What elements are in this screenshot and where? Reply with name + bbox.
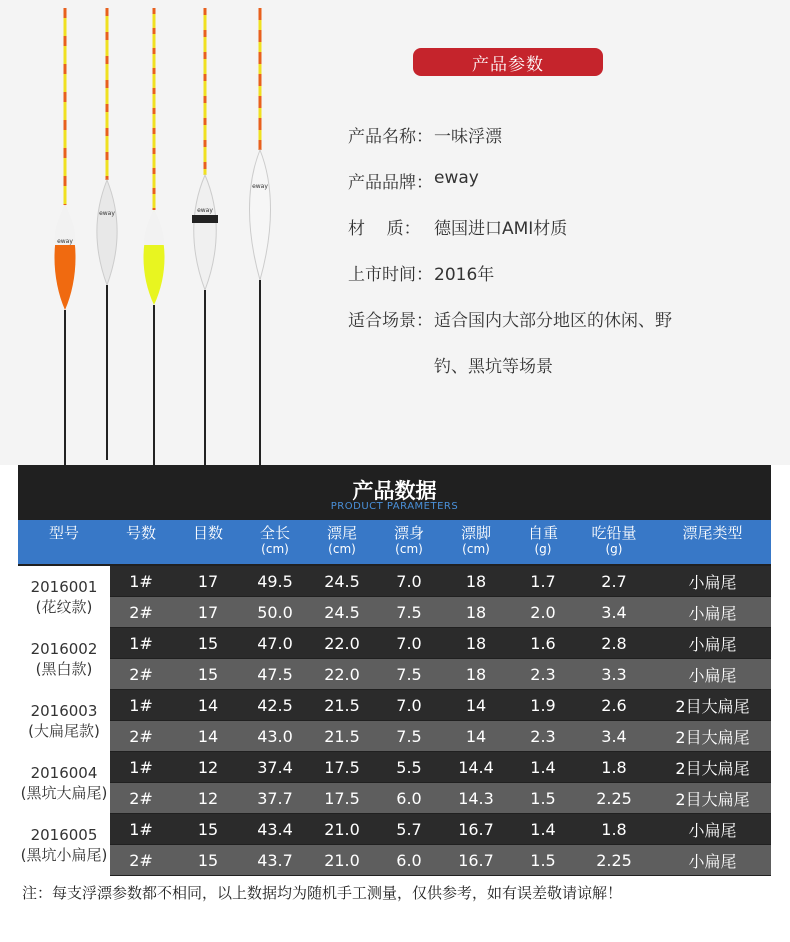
table-cell: 15	[197, 633, 219, 653]
table-cell: 21.5	[324, 726, 360, 746]
param-value: 一味浮漂	[434, 127, 502, 147]
table-cell: 2.25	[596, 850, 632, 870]
param-row-scene	[348, 306, 748, 352]
table-row	[110, 690, 771, 720]
table-cell: 49.5	[257, 571, 293, 591]
svg-text:eway: eway	[197, 207, 213, 214]
table-cell: 15	[197, 664, 219, 684]
table-cell: 2目大扁尾	[675, 758, 750, 778]
table-cell: 1.8	[601, 819, 627, 839]
table-cell: 17.5	[324, 788, 360, 808]
table-cell: 1.4	[530, 819, 556, 839]
table-cell: 14.4	[458, 757, 494, 777]
table-cell: 2.3	[530, 726, 556, 746]
model-variant: (花纹款)	[35, 598, 93, 616]
table-cell: 14.3	[458, 788, 494, 808]
column-header	[512, 520, 574, 564]
float-white	[97, 8, 117, 460]
table-cell: 47.0	[257, 633, 293, 653]
table-row	[110, 814, 771, 844]
table-cell: 18	[465, 664, 487, 684]
float-black-white	[192, 8, 218, 465]
column-header-label: 型号	[48, 524, 79, 542]
param-row-name	[348, 122, 748, 168]
table-cell: 43.0	[257, 726, 293, 746]
svg-text:eway: eway	[252, 183, 268, 190]
table-cell: 37.4	[257, 757, 293, 777]
table-cell: 小扁尾	[688, 603, 737, 623]
product-data-table	[18, 465, 771, 876]
table-cell: 小扁尾	[688, 820, 737, 840]
table-cell: 7.5	[396, 602, 422, 622]
column-header-label: 漂身	[393, 524, 424, 542]
table-cell: 16.7	[458, 850, 494, 870]
column-header-label: 全长	[259, 524, 290, 542]
table-cell: 2目大扁尾	[675, 789, 750, 809]
table-cell: 1.5	[530, 850, 556, 870]
table-cell: 15	[197, 850, 219, 870]
table-cell: 7.5	[396, 664, 422, 684]
column-header	[18, 520, 110, 564]
float-orange	[54, 8, 75, 465]
table-cell: 43.7	[257, 850, 293, 870]
table-row	[110, 783, 771, 813]
float-slim-white	[250, 8, 271, 465]
table-cell: 21.0	[324, 819, 360, 839]
table-cell: 14	[465, 695, 487, 715]
table-cell: 1#	[129, 819, 153, 839]
table-cell: 3.4	[601, 602, 627, 622]
table-cell: 2#	[129, 788, 153, 808]
model-cell	[18, 690, 110, 752]
table-cell: 3.4	[601, 726, 627, 746]
param-value: 2016年	[434, 265, 495, 285]
table-cell: 7.0	[396, 695, 422, 715]
table-cell: 21.0	[324, 850, 360, 870]
product-params	[348, 122, 748, 398]
table-cell: 12	[197, 757, 219, 777]
table-row	[110, 566, 771, 596]
model-variant: (黑坑大扁尾)	[20, 784, 108, 802]
column-header-unit: (cm)	[328, 542, 356, 556]
column-header	[244, 520, 306, 564]
table-cell: 6.0	[396, 788, 422, 808]
table-cell: 2目大扁尾	[675, 696, 750, 716]
param-value: eway	[434, 168, 479, 188]
table-cell: 50.0	[257, 602, 293, 622]
table-cell: 43.4	[257, 819, 293, 839]
column-header	[306, 520, 378, 564]
param-label: 材 质：	[348, 219, 421, 239]
model-cell	[18, 566, 110, 628]
param-row-release	[348, 260, 748, 306]
table-cell: 2#	[129, 664, 153, 684]
table-cell: 16.7	[458, 819, 494, 839]
column-header-unit: (cm)	[462, 542, 490, 556]
table-cell: 14	[197, 726, 219, 746]
disclaimer-note: 注：每支浮漂参数都不相同，以上数据均为随机手工测量，仅供参考，如有误差敬请谅解！	[22, 884, 623, 902]
param-value: 适合国内大部分地区的休闲、野	[434, 311, 672, 331]
table-cell: 小扁尾	[688, 665, 737, 685]
table-row	[110, 752, 771, 782]
table-cell: 14	[465, 726, 487, 746]
table-cell: 5.7	[396, 819, 422, 839]
model-variant: (黑白款)	[35, 660, 93, 678]
table-cell: 5.5	[396, 757, 422, 777]
column-header-unit: (g)	[534, 542, 552, 556]
table-cell: 18	[465, 633, 487, 653]
table-title: 产品数据	[352, 479, 437, 503]
column-header	[574, 520, 654, 564]
table-cell: 小扁尾	[688, 572, 737, 592]
table-cell: 21.5	[324, 695, 360, 715]
table-cell: 24.5	[324, 571, 360, 591]
table-subtitle: PRODUCT PARAMETERS	[330, 501, 459, 512]
column-header	[110, 520, 172, 564]
table-cell: 7.0	[396, 633, 422, 653]
product-hero	[0, 0, 790, 465]
param-value-continued: 钓、黑坑等场景	[434, 357, 553, 377]
table-cell: 2#	[129, 726, 153, 746]
table-cell: 小扁尾	[688, 634, 737, 654]
table-cell: 2目大扁尾	[675, 727, 750, 747]
table-cell: 1.7	[530, 571, 556, 591]
column-header-label: 号数	[125, 524, 156, 542]
table-cell: 7.5	[396, 726, 422, 746]
table-cell: 2.8	[601, 633, 627, 653]
column-header-unit: (g)	[605, 542, 623, 556]
table-cell: 1.4	[530, 757, 556, 777]
table-cell: 6.0	[396, 850, 422, 870]
model-variant: (大扁尾款)	[28, 722, 100, 740]
table-cell: 1.9	[530, 695, 556, 715]
svg-text:eway: eway	[99, 210, 115, 217]
param-value: 德国进口AMI材质	[434, 219, 568, 239]
table-cell: 2#	[129, 850, 153, 870]
fishing-floats-image	[30, 0, 300, 465]
model-number: 2016005	[30, 826, 98, 844]
column-header-label: 漂脚	[460, 524, 491, 542]
table-cell: 17	[197, 602, 219, 622]
column-header-label: 自重	[527, 524, 558, 542]
svg-text:eway: eway	[57, 238, 73, 245]
param-label: 上市时间：	[348, 265, 433, 285]
table-cell: 2.6	[601, 695, 627, 715]
table-row	[110, 721, 771, 751]
table-cell: 3.3	[601, 664, 627, 684]
model-number: 2016004	[30, 764, 98, 782]
table-cell: 15	[197, 819, 219, 839]
table-cell: 1#	[129, 571, 153, 591]
table-row	[110, 597, 771, 627]
table-cell: 1.5	[530, 788, 556, 808]
table-cell: 22.0	[324, 664, 360, 684]
table-cell: 2.3	[530, 664, 556, 684]
param-label: 产品品牌：	[348, 173, 433, 193]
column-header	[172, 520, 244, 564]
model-number: 2016001	[30, 578, 98, 596]
column-header	[440, 520, 512, 564]
table-row	[110, 628, 771, 658]
column-header-label: 吃铅量	[591, 524, 637, 542]
table-cell: 42.5	[257, 695, 293, 715]
column-header-unit: (cm)	[395, 542, 423, 556]
table-cell: 7.0	[396, 571, 422, 591]
model-number: 2016003	[30, 702, 98, 720]
table-cell: 1#	[129, 757, 153, 777]
param-row-material	[348, 214, 748, 260]
param-label: 适合场景：	[348, 311, 433, 331]
table-cell: 17	[197, 571, 219, 591]
param-label: 产品名称：	[348, 127, 433, 147]
column-header-label: 漂尾	[326, 524, 357, 542]
model-cell	[18, 628, 110, 690]
table-cell: 小扁尾	[688, 851, 737, 871]
table-cell: 18	[465, 602, 487, 622]
table-cell: 37.7	[257, 788, 293, 808]
model-group	[18, 814, 771, 876]
model-cell	[18, 752, 110, 814]
column-header-label: 漂尾类型	[682, 524, 743, 542]
column-header-label: 目数	[192, 524, 223, 542]
table-cell: 14	[197, 695, 219, 715]
table-cell: 2.25	[596, 788, 632, 808]
model-cell	[18, 814, 110, 876]
table-row	[110, 845, 771, 875]
param-row-brand	[348, 168, 748, 214]
model-group	[18, 690, 771, 752]
table-cell: 17.5	[324, 757, 360, 777]
table-cell: 2.7	[601, 571, 627, 591]
model-variant: (黑坑小扁尾)	[20, 846, 108, 864]
float-yellow	[144, 8, 165, 465]
table-cell: 1#	[129, 695, 153, 715]
column-header-unit: (cm)	[261, 542, 289, 556]
table-header	[18, 520, 771, 564]
table-cell: 24.5	[324, 602, 360, 622]
table-cell: 2.0	[530, 602, 556, 622]
table-cell: 2#	[129, 602, 153, 622]
column-header	[378, 520, 440, 564]
table-cell: 1#	[129, 633, 153, 653]
table-cell: 18	[465, 571, 487, 591]
column-header	[654, 520, 771, 564]
model-number: 2016002	[30, 640, 98, 658]
table-cell: 1.6	[530, 633, 556, 653]
table-cell: 1.8	[601, 757, 627, 777]
table-row	[110, 659, 771, 689]
section-badge-params: 产品参数	[413, 48, 603, 76]
table-cell: 47.5	[257, 664, 293, 684]
model-group	[18, 752, 771, 814]
model-group	[18, 628, 771, 690]
table-cell: 22.0	[324, 633, 360, 653]
table-cell: 12	[197, 788, 219, 808]
model-group	[18, 566, 771, 628]
